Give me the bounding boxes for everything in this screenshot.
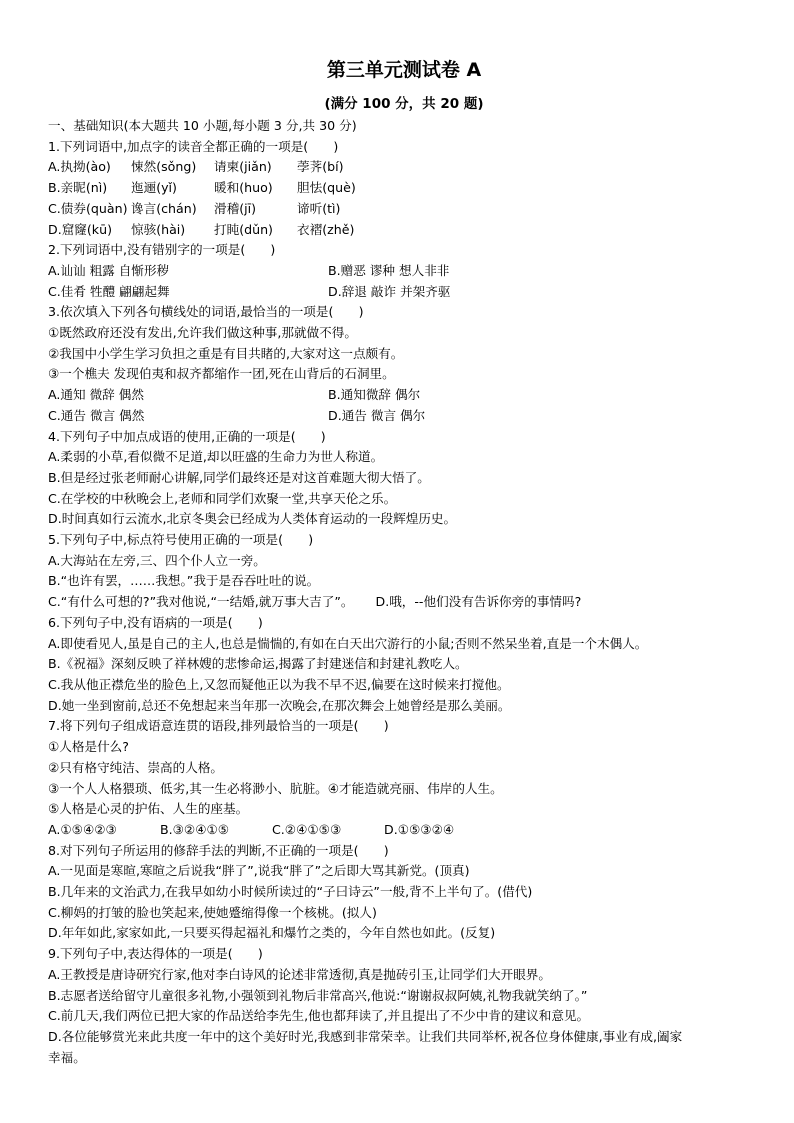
page-subtitle: (满分 100 分，共 20 题) [324, 96, 484, 112]
question-6-option-c: C.我从他正襟危坐的脸色上,又忽而疑他正以为我不早不迟,偏要在这时候来打搅他。 [48, 676, 510, 692]
question-7-sentence-2: ②只有格守纯洁、崇高的人格。 [48, 759, 224, 775]
question-5-stem: 5.下列句子中,标点符号使用正确的一项是( ) [48, 532, 314, 548]
question-1-option-c: C.债券(quàn) 谗言(chán) 滑稽(jī) 谛听(tì) [48, 200, 341, 216]
question-4-stem: 4.下列句子中加点成语的使用,正确的一项是( ) [48, 428, 326, 444]
question-7-sentence-1: ①人格是什么? [48, 739, 129, 755]
question-5-row-cd [48, 592, 748, 613]
question-6-option-d: D.她一坐到窗前,总还不免想起来当年那一次晚会,在那次舞会上她曾经是那么美丽。 [48, 697, 511, 713]
question-3-row-1 [48, 385, 748, 406]
question-2-option-d: D.辞退 敲诈 并架齐驱 [328, 283, 451, 299]
question-2-option-b: B.赠恶 谬种 想人非非 [328, 262, 450, 278]
question-7-option-a: A.①⑤④②③ [48, 821, 117, 837]
question-9-option-a: A.王教授是唐诗研究行家,他对李白诗风的论述非常透彻,真是抛砖引玉,让同学们大开眼界。 [48, 966, 551, 982]
section-heading: 一、基础知识(本大题共 10 小题,每小题 3 分,共 30 分) [48, 118, 357, 133]
question-6-option-b: B.《祝福》深刻反映了祥林嫂的悲惨命运,揭露了封建迷信和封建礼教吃人。 [48, 656, 468, 672]
question-3-sentence-1: ①既然政府还没有发出,允许我们做这种事,那就做不得。 [48, 325, 357, 341]
question-7-option-d: D.①⑤③②④ [384, 821, 455, 837]
question-4-option-b: B.但是经过张老师耐心讲解,同学们最终还是对这首难题大彻大悟了。 [48, 469, 430, 485]
question-7-sentence-5: ⑤人格是心灵的护佑、人生的座基。 [48, 801, 249, 817]
question-8-option-c: C.柳妈的打皱的脸也笑起来,使她蹙缩得像一个核桃。(拟人) [48, 904, 377, 920]
question-8-option-b: B.几年来的文治武力,在我早如幼小时候所读过的“子曰诗云”一般,背不上半句了。(借代) [48, 884, 533, 900]
question-9-option-c: C.前几天,我们两位已把大家的作品送给李先生,他也都拜读了,并且提出了不少中肯的建议和意见。 [48, 1008, 590, 1024]
question-8-option-a: A.一见面是寒暄,寒暄之后说我“胖了”,说我“胖了”之后即大骂其新党。(顶真) [48, 863, 470, 879]
question-6-option-a: A.即使看见人,虽是自己的主人,也总是惴惴的,有如在白天出穴游行的小鼠;否则不然呆坐着,直是一个木偶人。 [48, 635, 648, 651]
question-2-row-2 [48, 282, 748, 303]
question-1-option-b: B.亲昵(nì) 迤逦(yǐ) 暖和(huo) 胆怯(què) [48, 180, 356, 196]
question-3-option-d: D.通告 微言 偶尔 [328, 407, 426, 423]
question-9-option-d: D.各位能够赏光来此共度一年中的这个美好时光,我感到非常荣幸。让我们共同举杯,祝各位身体健康,事业有成,阖家 [48, 1028, 683, 1044]
question-1-option-a: A.执拗(ào) 悚然(sǒng) 请柬(jiǎn) 荸荠(bí) [48, 159, 344, 175]
question-5-option-d: D.哦，--他们没有告诉你旁的事情吗? [375, 594, 582, 610]
question-1-stem: 1.下列词语中,加点字的读音全都正确的一项是( ) [48, 138, 339, 154]
question-7-option-b: B.③②④①⑤ [160, 821, 230, 837]
question-9-stem: 9.下列句子中,表达得体的一项是( ) [48, 946, 263, 962]
question-2-option-c: C.佳肴 牲醴 翩翩起舞 [48, 283, 170, 299]
question-2-stem: 2.下列词语中,没有错别字的一项是( ) [48, 242, 276, 258]
question-3-stem: 3.依次填入下列各句横线处的词语,最恰当的一项是( ) [48, 304, 364, 320]
question-3-sentence-2: ②我国中小学生学习负担之重是有目共睹的,大家对这一点颇有。 [48, 345, 404, 361]
question-3-option-c: C.通告 微言 偶然 [48, 407, 145, 423]
question-7-options [48, 820, 748, 841]
question-3-option-a: A.通知 微辞 偶然 [48, 387, 144, 403]
question-4-option-a: A.柔弱的小草,看似微不足道,却以旺盛的生命力为世人称道。 [48, 449, 384, 465]
page-title: 第三单元测试卷 A [326, 59, 482, 81]
question-3-sentence-3: ③一个樵夫 发现伯夷和叔齐都缩作一团,死在山背后的石洞里。 [48, 366, 395, 382]
question-9-option-d-continued: 幸福。 [48, 1049, 86, 1065]
question-2-option-a: A.讪讪 粗露 自惭形秽 [48, 262, 170, 278]
exam-page [48, 58, 748, 1068]
question-6-stem: 6.下列句子中,没有语病的一项是( ) [48, 614, 263, 630]
question-7-option-c: C.②④①⑤③ [272, 821, 342, 837]
question-7-sentence-3: ③一个人人格猥琐、低劣,其一生必将渺小、肮脏。④才能造就亮丽、伟岸的人生。 [48, 780, 503, 796]
question-8-stem: 8.对下列句子所运用的修辞手法的判断,不正确的一项是( ) [48, 842, 389, 858]
question-3-row-2 [48, 406, 748, 427]
question-4-option-d: D.时间真如行云流水,北京冬奥会已经成为人类体育运动的一段辉煌历史。 [48, 511, 457, 527]
question-5-option-b: B.“也许有罢，……我想。”我于是吞吞吐吐的说。 [48, 573, 320, 589]
question-2-row-1 [48, 261, 748, 282]
question-1-option-d: D.窟窿(kū) 惊骇(hài) 打盹(dǔn) 衣褶(zhě) [48, 221, 355, 237]
question-3-option-b: B.通知微辞 偶尔 [328, 387, 421, 403]
question-5-option-c: C.“有什么可想的?”我对他说,“一结婚,就万事大吉了”。 [48, 594, 354, 610]
question-4-option-c: C.在学校的中秋晚会上,老师和同学们欢聚一堂,共享天伦之乐。 [48, 490, 397, 506]
question-9-option-b: B.志愿者送给留守儿童很多礼物,小强领到礼物后非常高兴,他说:“谢谢叔叔阿姨,礼物我就笑纳了。” [48, 987, 588, 1003]
question-8-option-d: D.年年如此,家家如此,一只要买得起福礼和爆竹之类的，今年自然也如此。(反复) [48, 925, 496, 941]
question-7-stem: 7.将下列句子组成语意连贯的语段,排列最恰当的一项是( ) [48, 718, 389, 734]
question-5-option-a: A.大海站在左旁,三、四个仆人立一旁。 [48, 552, 266, 568]
